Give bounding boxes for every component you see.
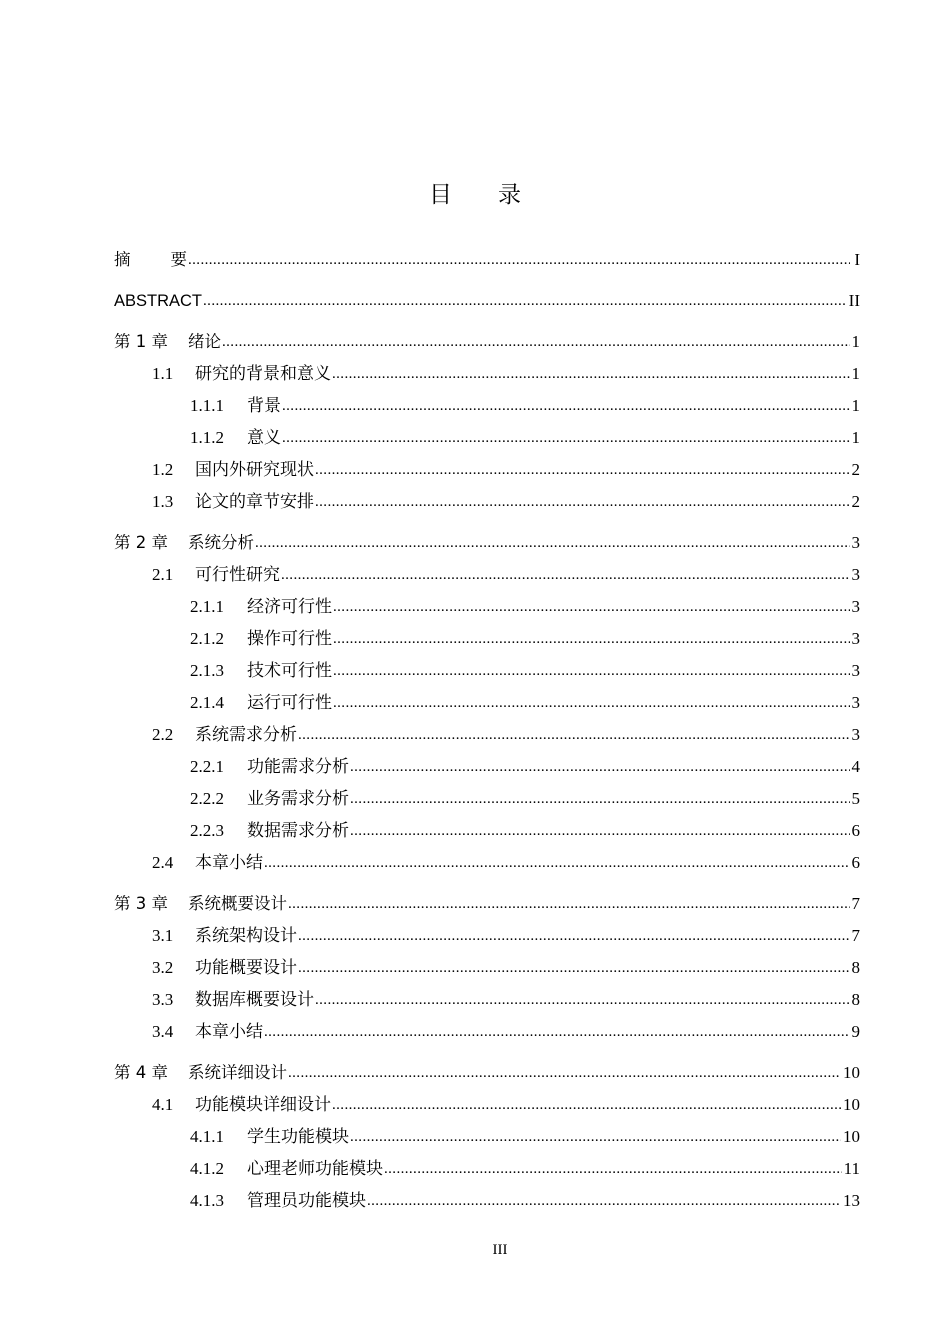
dot-leader [288,888,850,920]
dot-leader [384,1153,842,1185]
toc-entry-title: 运行可行性 [247,693,332,712]
dot-leader [332,1089,841,1121]
toc-entry-number: 第 4 章 [114,1063,168,1082]
dot-leader [222,326,850,358]
toc-subsection[interactable] [114,655,860,687]
toc-page-number: 10 [843,1127,860,1146]
toc-subsection[interactable] [114,1121,860,1153]
toc-subsection[interactable] [114,1153,860,1185]
toc-abstract-en-label: ABSTRACT [114,292,203,310]
toc-section[interactable] [114,952,860,984]
toc-entry-abstract-cn[interactable] [114,244,860,276]
toc-page-number: 3 [851,725,860,744]
toc-entry-number: 4.1.2 [190,1159,224,1178]
toc-entry-title: 心理老师功能模块 [247,1159,383,1178]
toc-entry-number: 2.2.1 [190,757,224,776]
toc-page-number: 1 [851,428,860,447]
dot-leader [288,1057,841,1089]
toc-entry-title: 论文的章节安排 [195,492,314,511]
toc-entry-number: 2.4 [152,853,174,872]
toc-chapter-3[interactable] [114,888,860,920]
toc-page-number: 3 [851,693,860,712]
toc-page-number: I [854,250,860,269]
toc-entry-title: 业务需求分析 [247,789,349,808]
toc-entry-number: 1.2 [152,460,174,479]
toc-entry-title: 背景 [247,396,281,415]
toc-page-number: 6 [851,821,860,840]
toc-chapter-4[interactable] [114,1057,860,1089]
toc-entry-title: 系统详细设计 [188,1063,287,1082]
toc-subsection[interactable] [114,1185,860,1217]
toc-entry-number: 2.1.3 [190,661,224,680]
toc-abstract-cn-char-2: 要 [170,250,187,269]
toc-page-number: 9 [851,1022,860,1041]
toc-page-number: 1 [851,396,860,415]
toc-entry-title: 国内外研究现状 [195,460,314,479]
toc-chapter-2[interactable] [114,527,860,559]
toc-entry-title: 可行性研究 [195,565,280,584]
toc-entry-number: 3.2 [152,958,174,977]
toc-page-number: 6 [851,853,860,872]
toc-abstract-cn-char-1: 摘 [114,250,131,269]
dot-leader [264,1016,850,1048]
dot-leader [188,244,850,276]
toc-entry-number: 1.1.2 [190,428,224,447]
toc-page-number: 8 [851,958,860,977]
dot-leader [298,920,850,952]
toc-entry-number: 4.1.1 [190,1127,224,1146]
toc-entry-number: 2.1.1 [190,597,224,616]
page-title [0,178,950,212]
toc-entry-number: 2.1 [152,565,174,584]
toc-entry-number: 2.2.2 [190,789,224,808]
toc-subsection[interactable] [114,687,860,719]
toc-page-number: 3 [851,597,860,616]
toc-entry-title: 管理员功能模块 [247,1191,366,1210]
dot-leader [298,952,850,984]
toc-entry-title: 技术可行性 [247,661,332,680]
toc-entry-number: 3.1 [152,926,174,945]
toc-page-number: 8 [851,990,860,1009]
toc-subsection[interactable] [114,783,860,815]
toc-entry-title: 系统需求分析 [195,725,297,744]
toc-entry-number: 4.1 [152,1095,174,1114]
toc-entry-number: 2.2.3 [190,821,224,840]
toc-entry-title: 数据库概要设计 [195,990,314,1009]
toc-entry-number: 3.4 [152,1022,174,1041]
toc-subsection[interactable] [114,390,860,422]
dot-leader [350,1121,841,1153]
toc-chapter-1[interactable] [114,326,860,358]
dot-leader [332,358,850,390]
toc-page-number: 10 [843,1063,860,1082]
dot-leader [281,559,850,591]
toc-page-number: 2 [851,460,860,479]
toc-entry-number: 第 1 章 [114,332,168,351]
toc-entry-title: 功能模块详细设计 [195,1095,331,1114]
toc-entry-number: 1.1.1 [190,396,224,415]
toc-page-number: 4 [851,757,860,776]
toc-page-number: 10 [843,1095,860,1114]
dot-leader [282,422,850,454]
toc-section[interactable] [114,920,860,952]
toc-page-number: 3 [851,661,860,680]
dot-leader [333,591,850,623]
dot-leader [298,719,850,751]
dot-leader [350,783,850,815]
dot-leader [350,815,850,847]
toc-section[interactable] [114,559,860,591]
toc-page-number: 3 [851,533,860,552]
toc-entry-number: 2.2 [152,725,174,744]
toc-entry-title: 学生功能模块 [247,1127,349,1146]
dot-leader [282,390,850,422]
toc-page-number: 3 [851,629,860,648]
toc-entry-number: 2.1.4 [190,693,224,712]
dot-leader [367,1185,841,1217]
toc-entry-title: 系统架构设计 [195,926,297,945]
toc-section[interactable] [114,454,860,486]
toc-section[interactable] [114,984,860,1016]
toc-section[interactable] [114,1089,860,1121]
page-footer-number: III [492,1242,508,1258]
toc-entry-number: 2.1.2 [190,629,224,648]
toc-page-number: 13 [843,1191,860,1210]
toc-entry-number: 4.1.3 [190,1191,224,1210]
dot-leader [333,655,850,687]
toc-entry-number: 1.3 [152,492,174,511]
dot-leader [315,984,850,1016]
toc-section[interactable] [114,847,860,879]
toc-entry-title: 本章小结 [195,1022,263,1041]
dot-leader [315,454,850,486]
toc-page-number: 2 [851,492,860,511]
toc-entry-title: 研究的背景和意义 [195,364,331,383]
toc-entry-number: 第 2 章 [114,533,168,552]
toc-subsection[interactable] [114,591,860,623]
toc-entry-title: 数据需求分析 [247,821,349,840]
toc-entry-number: 1.1 [152,364,174,383]
toc-page-number: 7 [851,894,860,913]
page-title-char-1: 目 [429,182,452,208]
dot-leader [255,527,850,559]
toc-section[interactable] [114,358,860,390]
toc-entry-number: 第 3 章 [114,894,168,913]
toc-page-number: 1 [851,364,860,383]
toc-subsection[interactable] [114,751,860,783]
toc-entry-abstract-en[interactable] [114,285,860,317]
toc-entry-title: 绪论 [188,332,221,351]
dot-leader [264,847,850,879]
toc-section[interactable] [114,1016,860,1048]
toc-page-number: 7 [851,926,860,945]
dot-leader [203,285,847,317]
toc-entry-title: 功能需求分析 [247,757,349,776]
toc-entry-title: 系统概要设计 [188,894,287,913]
toc-entry-title: 系统分析 [188,533,254,552]
toc-section[interactable] [114,719,860,751]
toc-entry-title: 操作可行性 [247,629,332,648]
dot-leader [315,486,850,518]
toc-section[interactable] [114,486,860,518]
toc-entry-title: 功能概要设计 [195,958,297,977]
toc-subsection[interactable] [114,623,860,655]
toc-subsection[interactable] [114,815,860,847]
toc-page-number: II [848,291,860,310]
table-of-contents [114,244,860,1217]
page-title-char-2: 录 [498,182,521,208]
toc-page-number: 1 [851,332,860,351]
toc-entry-title: 本章小结 [195,853,263,872]
toc-subsection[interactable] [114,422,860,454]
toc-entry-title: 经济可行性 [247,597,332,616]
toc-entry-number: 3.3 [152,990,174,1009]
toc-page-number: 5 [851,789,860,808]
toc-entry-title: 意义 [247,428,281,447]
dot-leader [333,623,850,655]
dot-leader [350,751,850,783]
toc-page-number: 3 [851,565,860,584]
dot-leader [333,687,850,719]
toc-page-number: 11 [843,1159,860,1178]
